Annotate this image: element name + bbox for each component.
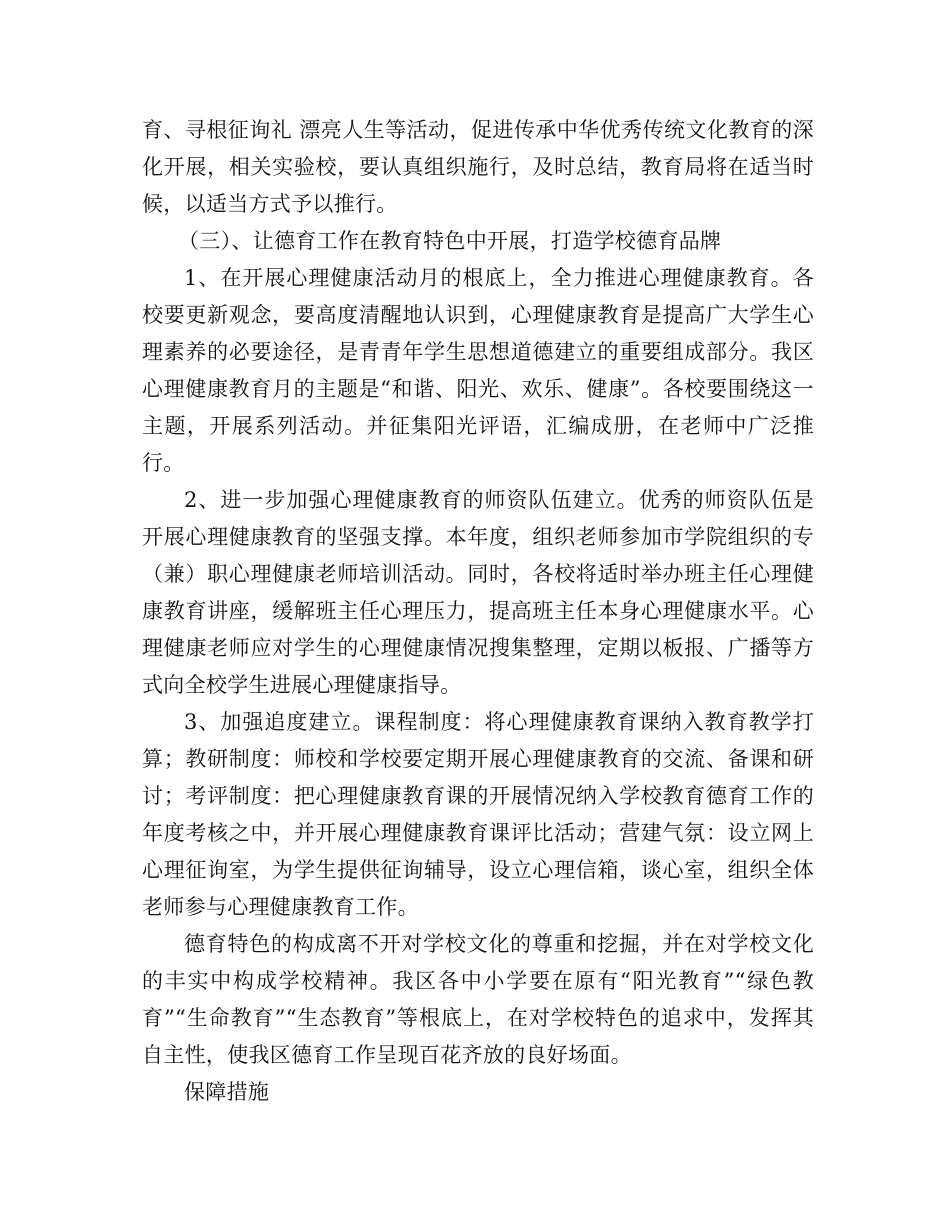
paragraph-summary: 德育特色的构成离不开对学校文化的尊重和挖掘，并在对学校文化的丰实中构成学校精神。我区各中小学要在原有“阳光教育”“绿色教育”“生命教育”“生态教育”等根底上，在对学校特色的追求中，发挥其自主性，使我区德育工作呈现百花齐放的良好场面。 [142,932,814,1067]
paragraph-item-1: 1、在开展心理健康活动月的根底上，全力推进心理健康教育。各校要更新观念，要高度清醒地认识到，心理健康教育是提高广大学生心理素养的必要途径，是青青年学生思想道德建立的重要组成部分。我区心理健康教育月的主题是“和谐、阳光、欢乐、健康”。各校要围绕这一主题，开展系列活动。并征集阳光评语，汇编成册，在老师中广泛推行。 [142,266,814,475]
paragraph-item-3: 3、加强追度建立。课程制度：将心理健康教育课纳入教育教学打算；教研制度：师校和学校要定期开展心理健康教育的交流、备课和研讨；考评制度：把心理健康教育课的开展情况纳入学校教育德育工作的年度考核之中，并开展心理健康教育课评比活动；营建气氛：设立网上心理征询室，为学生提供征询辅导，设立心理信箱，谈心室，组织全体老师参与心理健康教育工作。 [142,710,814,919]
paragraph-continuation: 育、寻根征询礼 漂亮人生等活动，促进传承中华优秀传统文化教育的深化开展，相关实验校，要认真组织施行，及时总结，教育局将在适当时候，以适当方式予以推行。 [142,118,814,216]
paragraph-item-2: 2、进一步加强心理健康教育的师资队伍建立。优秀的师资队伍是开展心理健康教育的坚强支撑。本年度，组织老师参加市学院组织的专（兼）职心理健康老师培训活动。同时，各校将适时举办班主任心理健康教育讲座，缓解班主任心理压力，提高班主任本身心理健康水平。心理健康老师应对学生的心理健康情况搜集整理，定期以板报、广播等方式向全校学生进展心理健康指导。 [142,488,814,697]
section-heading: （三）、让德育工作在教育特色中开展，打造学校德育品牌 [178,229,722,253]
document-body [142,112,814,1111]
section-heading-guarantee: 保障措施 [184,1080,270,1104]
